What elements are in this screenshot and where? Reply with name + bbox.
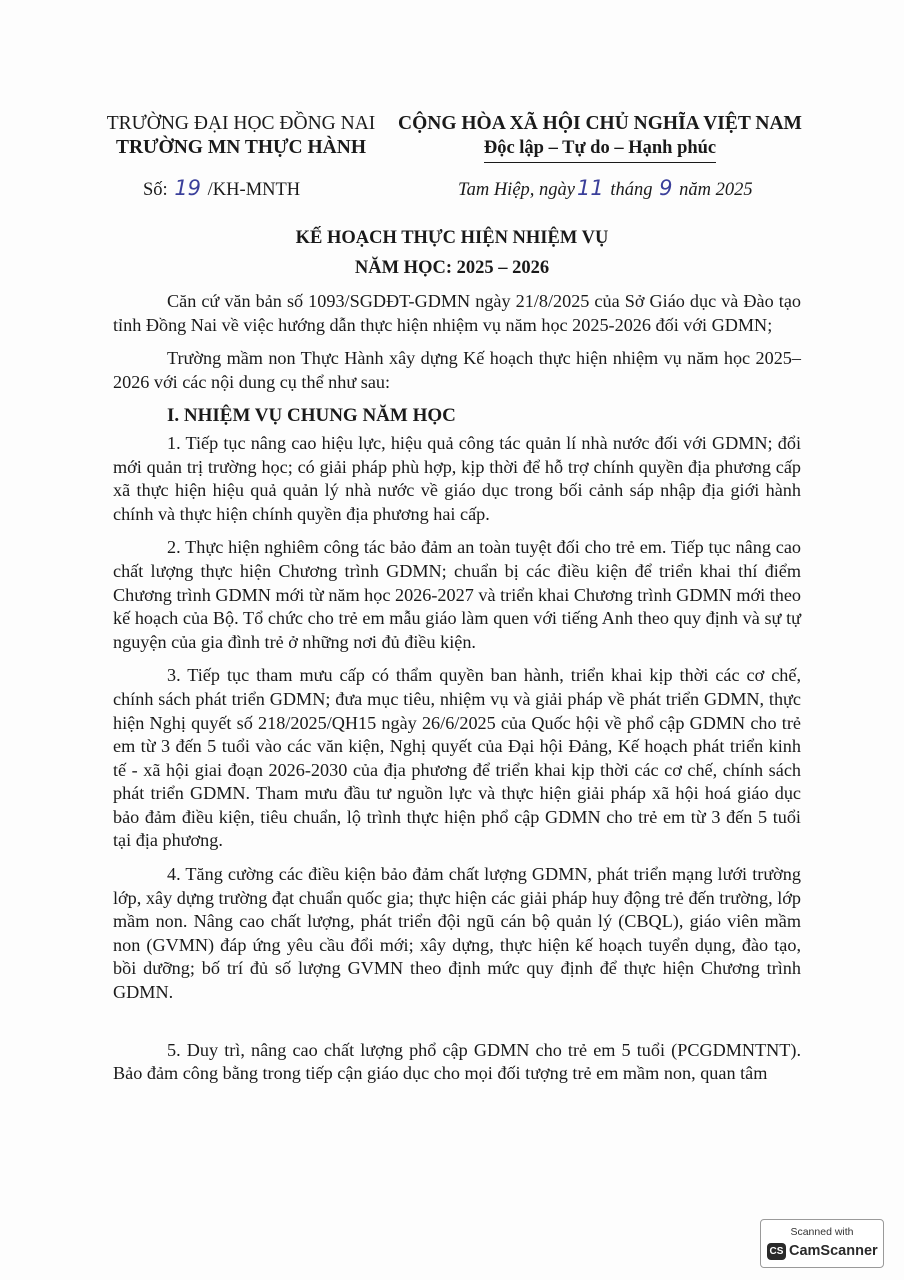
document-title: KẾ HOẠCH THỰC HIỆN NHIỆM VỤ	[295, 228, 609, 248]
camscanner-name: CamScanner	[789, 1243, 878, 1259]
task-item-3: 3. Tiếp tục tham mưu cấp có thẩm quyền ban hành, triển khai kịp thời các cơ chế, chính sách phát triển GDMN; đưa mục tiêu, nhiệm vụ và giải pháp về phát triển GDMN, thực hiện Nghị quyết số 218/2025/QH15 ngày 26/6/2025 của Quốc hội về phổ cập GDMN cho trẻ em từ 3 đến 5 tuổi vào các văn kiện, Nghị quyết của Đại hội Đảng, Kế hoạch phát triển kinh tế - xã hội giai đoạn 2026-2030 của địa phương để triển khai kịp thời các cơ chế, chính sách phát triển GDMN. Tham mưu đầu tư nguồn lực và thực hiện giải pháp xã hội hoá giáo dục bảo đảm điều kiện, tiêu chuẩn, lộ trình thực hiện phổ cập GDMN cho trẻ em từ 3 đến 5 tuổi tại địa phương.	[113, 665, 801, 851]
handwritten-month: 9	[659, 176, 673, 200]
camscanner-logo-icon: CS	[767, 1243, 786, 1260]
scanned-with-label: Scanned with	[790, 1226, 854, 1238]
section-heading: I. NHIỆM VỤ CHUNG NĂM HỌC	[167, 405, 456, 427]
paragraph-intro: Trường mầm non Thực Hành xây dựng Kế hoạch thực hiện nhiệm vụ năm học 2025– 2026 với các nội dung cụ thể như sau:	[113, 348, 801, 392]
task-item-1: 1. Tiếp tục nâng cao hiệu lực, hiệu quả công tác quản lí nhà nước đối với GDMN; đổi mới quản trị trường học; có giải pháp phù hợp, kịp thời để hỗ trợ chính quyền địa phương cấp xã thực hiện hiệu quả quản lý nhà nước về giáo dục trong bối cảnh sáp nhập địa giới hành chính và thực hiện chính quyền địa phương hai cấp.	[113, 432, 801, 524]
date-year-label: năm 2025	[674, 180, 753, 200]
paragraph-basis: Căn cứ văn bản số 1093/SGDĐT-GDMN ngày 21/8/2025 của Sở Giáo dục và Đào tạo tỉnh Đồng Nai về việc hướng dẫn thực hiện nhiệm vụ năm học 2025-2026 đối với GDMN;	[113, 291, 801, 335]
national-header	[396, 112, 804, 163]
handwritten-number: 19	[174, 176, 202, 200]
document-number	[143, 176, 300, 201]
issuing-organization	[106, 112, 376, 160]
task-item-4: 4. Tăng cường các điều kiện bảo đảm chất lượng GDMN, phát triển mạng lưới trường lớp, xây dựng trường đạt chuẩn quốc gia; thực hiện các giải pháp huy động trẻ đến trường, lớp mầm non. Nâng cao chất lượng, phát triển đội ngũ cán bộ quản lý (CBQL), giáo viên mầm non (GVMN) đáp ứng yêu cầu đổi mới; xây dựng, thực hiện kế hoạch tuyển dụng, đào tạo, bồi dưỡng; bố trí đủ số lượng GVMN theo định mức quy định để thực hiện Chương trình GDMN.	[113, 864, 801, 1003]
date-month-label: tháng	[605, 180, 658, 200]
number-suffix: /KH-MNTH	[203, 180, 301, 200]
handwritten-day: 11	[577, 176, 604, 200]
parent-organization: TRƯỜNG ĐẠI HỌC ĐỒNG NAI	[106, 113, 376, 134]
national-motto: Độc lập – Tự do – Hạnh phúc	[484, 136, 716, 163]
task-item-5: 5. Duy trì, nâng cao chất lượng phổ cập GDMN cho trẻ em 5 tuổi (PCGDMNTNT). Bảo đảm công bằng trong tiếp cận giáo dục cho mọi đối tượng trẻ em mầm non, quan tâm	[113, 1039, 801, 1084]
number-prefix: Số:	[143, 180, 173, 200]
camscanner-watermark	[760, 1219, 884, 1268]
document-body	[113, 290, 801, 1096]
document-date	[458, 176, 753, 201]
date-place: Tam Hiệp, ngày	[458, 180, 575, 200]
task-item-2: 2. Thực hiện nghiêm công tác bảo đảm an toàn tuyệt đối cho trẻ em. Tiếp tục nâng cao chất lượng thực hiện Chương trình GDMN; chuẩn bị các điều kiện để triển khai thí điểm Chương trình GDMN mới từ năm học 2026-2027 và triển khai Chương trình GDMN mới theo kế hoạch của Bộ. Tổ chức cho trẻ em mẫu giáo làm quen với tiếng Anh theo quy định và sự tự nguyện của gia đình trẻ ở những nơi đủ điều kiện.	[113, 537, 801, 652]
school-year-title: NĂM HỌC: 2025 – 2026	[354, 258, 550, 278]
school-name: TRƯỜNG MN THỰC HÀNH	[115, 137, 367, 158]
country-name: CỘNG HÒA XÃ HỘI CHỦ NGHĨA VIỆT NAM	[398, 113, 802, 134]
